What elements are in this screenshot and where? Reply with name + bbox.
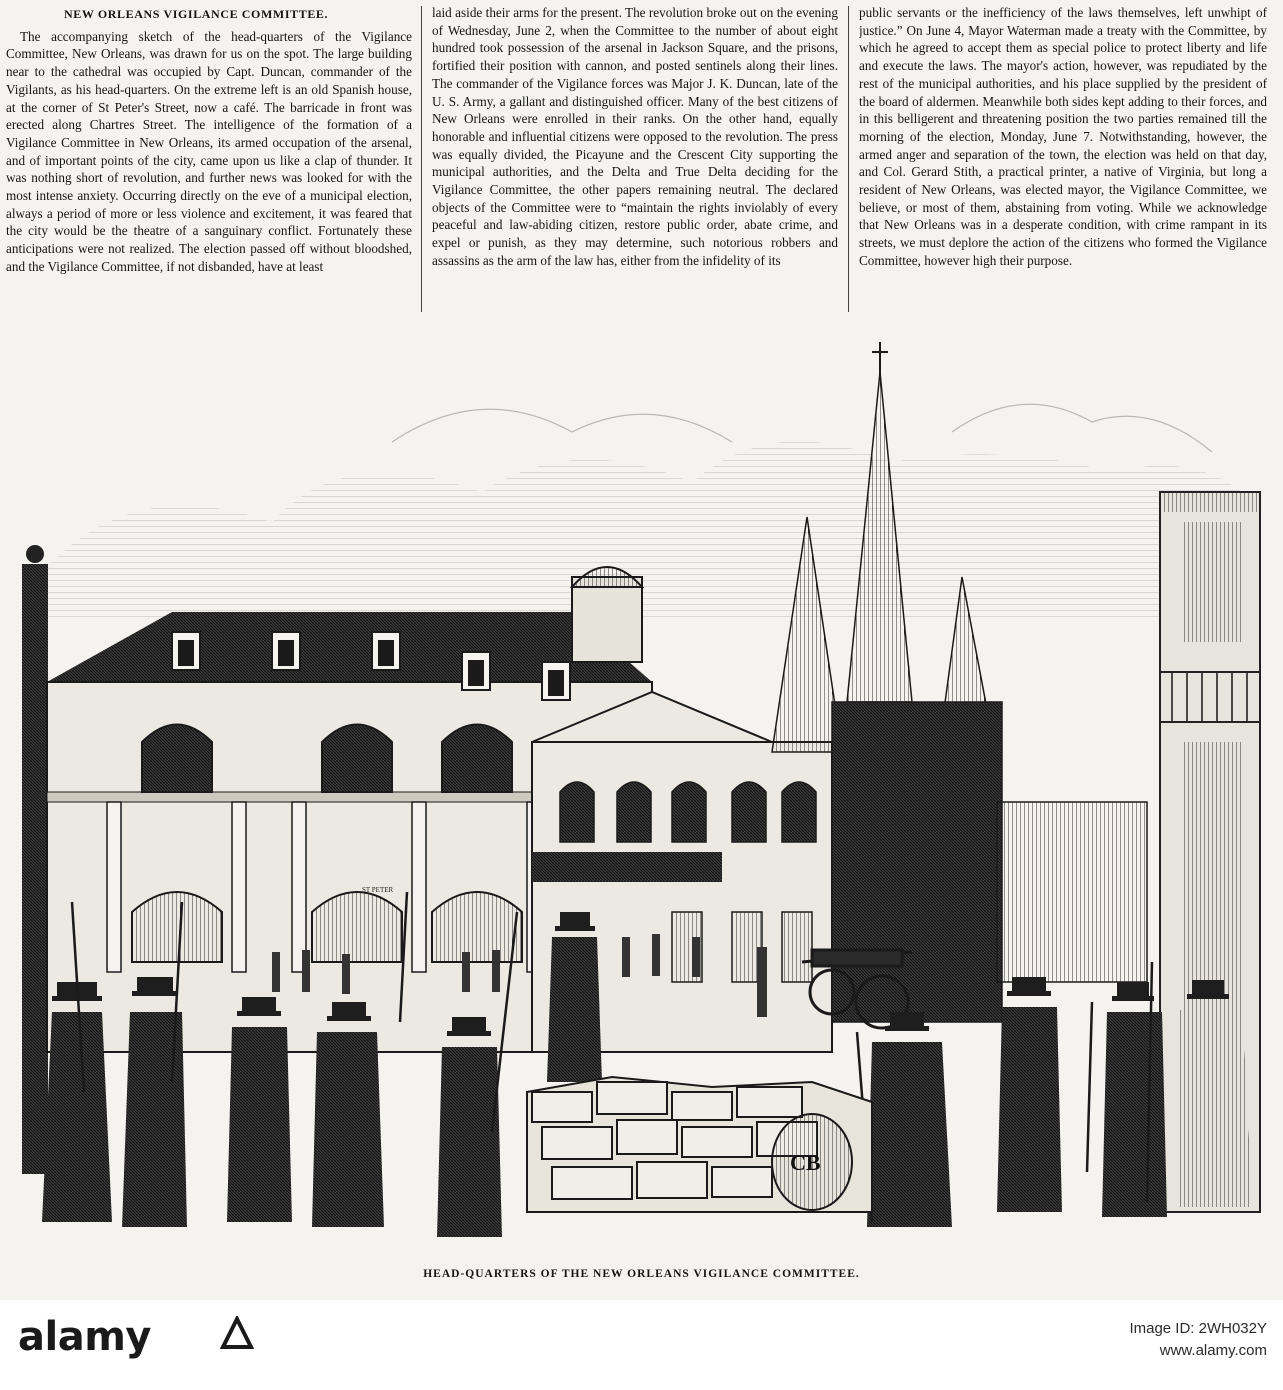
- article-column-3: [859, 4, 1267, 316]
- illustration-caption: HEAD-QUARTERS OF THE NEW ORLEANS VIGILANCE COMMITTEE.: [423, 1268, 860, 1280]
- barrel-mark: CB: [790, 1150, 821, 1175]
- image-id-label: Image ID: 2WH032Y: [1129, 1320, 1267, 1337]
- street-sign: ST PETER: [362, 886, 394, 894]
- article-column-2: [432, 4, 838, 316]
- site-link[interactable]: www.alamy.com: [1159, 1342, 1267, 1359]
- article-heading: NEW ORLEANS VIGILANCE COMMITTEE.: [64, 7, 329, 21]
- column-rule: [848, 6, 849, 312]
- alamy-logo-icon: [220, 1316, 254, 1350]
- article-column-1: [6, 4, 412, 316]
- engraving-illustration: [12, 322, 1271, 1264]
- article-text-2: laid aside their arms for the present. The revolution broke out on the evening of Wednesday, June 2, when the Committee to the number of about eight hundred took possession of the arsenal in Jackson Square, and the prisons, fortified their position with cannon, and posted sentinels along their lines. The commander of the Vigilance forces was Major J. K. Duncan, late of the U. S. Army, a gallant and distinguished officer. Many of the best citizens of New Orleans were enrolled in their ranks. On the other hand, equally honorable and influential citizens were opposed to the revolution. The press was equally divided, the Picayune and the Crescent City supporting the municipal authorities, and the Delta and True Delta deciding for the Vigilance Committee, the other papers remaining neutral. The declared objects of the Committee were to “maintain the rights inviolably of every peaceful and law-abiding citizen, restore public order, abate crime, and expel or punish, as they may determine, such notorious robbers and assassins as the arm of the law has, either from the infidelity of its: [432, 5, 838, 268]
- stone-barricade: [527, 1077, 872, 1212]
- article-text-3: public servants or the inefficiency of the laws themselves, left unwhipt of justice.” On June 4, Mayor Waterman made a treaty with the Committee, by which he agreed to accept them as special police to protect liberty and life and execute the laws. The mayor's action, however, was repudiated by the rest of the municipal authorities, and his place supplied by the president of the board of aldermen. Meanwhile both sides kept adding to their forces, and in this belligerent and threatening position the two parties remained till the morning of the election, Monday, June 7. Notwithstanding, however, the armed anger and separation of the town, the election was held on that day, and Col. Gerard Stith, a practical printer, a native of Virginia, but long a resident of New Orleans, was elected mayor, the Vigilance Committee, we believe, or most of them, abstaining from voting. While we acknowledge that New Orleans was in a desperate condition, with crime rampant in its streets, we must deplore the action of the citizens who formed the Vigilance Committee, however high their purpose.: [859, 5, 1267, 268]
- column-rule: [421, 6, 422, 312]
- watermark-strip: [0, 1300, 1283, 1390]
- left-pole: [22, 545, 48, 1174]
- alamy-logo: alamy: [18, 1314, 151, 1360]
- article-text-1: The accompanying sketch of the head-quarters of the Vigilance Committee, New Orleans, was drawn for us on the spot. The large building near to the cathedral was occupied by Capt. Duncan, commander of the Vigilants, as his head-quarters. On the extreme left is an old Spanish house, at the corner of St Peter's Street, now a café. The barricade in front was erected along Chartres Street. The intelligence of the formation of a Vigilance Committee in New Orleans, its armed occupation of the arsenal, and of important points of the city, came upon us like a clap of thunder. It was nothing short of revolution, and further news was looked for with the most intense anxiety. Occurring directly on the eve of a municipal election, always a period of more or less violence and excitement, it was feared that the city would be the theatre of a sanguinary conflict. Fortunately these anticipations were not realized. The election passed off without bloodshed, and the Vigilance Committee, if not disbanded, have at least: [6, 28, 412, 274]
